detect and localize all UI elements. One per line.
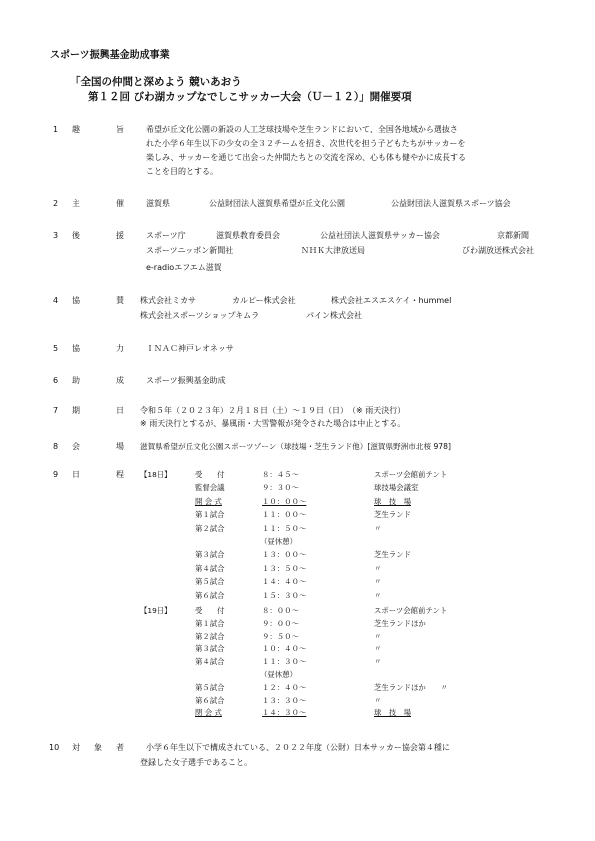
- schedule-item: 第６試合: [195, 695, 225, 705]
- section-number: 2: [53, 199, 59, 208]
- schedule-time: １３：３０～: [262, 695, 307, 705]
- schedule-time: ９：００～: [262, 618, 299, 628]
- schedule-item: 第５試合: [195, 682, 225, 692]
- organizer: 公益財団法人滋賀県希望が丘文化公園: [209, 199, 345, 208]
- section-label: 会: [72, 442, 80, 451]
- section-number: 10: [49, 743, 60, 752]
- schedule-place: 芝生ランド: [374, 550, 411, 560]
- schedule-place: スポーツ会館前テント: [374, 606, 448, 615]
- schedule-item: 第１試合: [195, 510, 225, 520]
- schedule-place: 芝生ランド: [374, 510, 411, 520]
- schedule-time: （昼休憩）: [260, 670, 297, 679]
- schedule-item: 閉 会 式: [195, 708, 222, 718]
- schedule-time: １２：４０～: [262, 682, 307, 692]
- purpose-line: ことを目的とする。: [146, 167, 218, 176]
- schedule-place: スポーツ会館前テント: [374, 470, 448, 479]
- section-label: 日: [116, 406, 124, 415]
- section-label: 者: [116, 743, 124, 752]
- section-label: 催: [116, 199, 124, 208]
- schedule-time: １５：３０～: [262, 590, 307, 600]
- schedule-time: １４：４０～: [262, 577, 307, 587]
- schedule-time: ８：００～: [262, 606, 299, 615]
- schedule-item: 第２試合: [195, 523, 225, 533]
- section-number: 7: [53, 406, 59, 415]
- section-label: 賛: [116, 296, 124, 305]
- schedule-place: 芝生ランドほか: [374, 618, 426, 628]
- schedule-place: 球 技 場: [374, 708, 411, 718]
- section-label: 趣: [72, 125, 80, 134]
- schedule-item: 監督会議: [195, 483, 225, 493]
- event-date: 令和５年（２０２３年）２月１８日（土）～１９日（日） （※ 雨天決行）: [140, 406, 406, 415]
- organizer: 公益財団法人滋賀県スポーツ協会: [391, 199, 511, 208]
- schedule-item: 第４試合: [195, 657, 225, 667]
- schedule-item: 第４試合: [195, 563, 225, 573]
- schedule-place: 〃: [374, 657, 382, 667]
- section-label: 旨: [116, 125, 124, 134]
- schedule-item: 第５試合: [195, 577, 225, 587]
- section-label: 期: [72, 406, 80, 415]
- eligibility-line: 登録した女子選手であること。: [140, 758, 252, 767]
- section-label: 力: [116, 344, 124, 353]
- section-number: 6: [53, 376, 59, 385]
- schedule-item: 第３試合: [195, 644, 225, 654]
- schedule-time: ８：４５～: [262, 470, 299, 479]
- schedule-item: 第３試合: [195, 550, 225, 560]
- section-label: 主: [72, 199, 80, 208]
- schedule-time: ９：５０～: [262, 631, 299, 641]
- schedule-place: 〃: [374, 577, 382, 587]
- schedule-item: 第６試合: [195, 590, 225, 600]
- section-label: 助: [72, 376, 80, 385]
- supporter: 株式会社スポーツショップキムラ: [140, 311, 260, 320]
- section-label: 協: [72, 344, 80, 353]
- section-label: 日: [72, 470, 80, 479]
- section-number: 1: [53, 125, 59, 134]
- purpose-line: 楽しみ、サッカーを通じて出会った仲間たちとの交流を深め、心も体も健やかに成長する: [146, 153, 466, 162]
- sponsor: 京都新聞: [497, 231, 529, 240]
- rain-note: ※ 雨天決行とするが、暴風雨・大雪警報が発令された場合は中止とする。: [140, 419, 406, 428]
- sponsor: 滋賀県教育委員会: [216, 231, 280, 240]
- section-number: 5: [53, 344, 59, 353]
- schedule-place: 球 技 場: [374, 496, 411, 506]
- section-label: 後: [72, 231, 80, 240]
- schedule-time: １３：５０～: [262, 563, 307, 573]
- cooperation-text: ＩＮＡＣ神戸レオネッサ: [146, 344, 234, 353]
- schedule-place: 芝生ランドほか 〃: [374, 682, 448, 692]
- schedule-place: 球技場会議室: [374, 483, 419, 493]
- sponsor: スポーツニッポン新聞社: [146, 246, 234, 255]
- day2-label: 【19日】: [140, 606, 172, 615]
- sponsor: 公益社団法人滋賀県サッカー協会: [320, 231, 440, 240]
- schedule-item: 受 付: [195, 606, 225, 615]
- schedule-time: １１：５０～: [262, 523, 307, 533]
- schedule-time: １１：３０～: [262, 657, 307, 667]
- venue-text: 滋賀県希望が丘文化公園スポーツゾーン（球技場・芝生ランド他）[滋賀県野洲市北桜 978]: [140, 442, 451, 451]
- supporter: 株式会社エスエスケイ・hummel: [331, 296, 452, 305]
- grant-text: スポーツ振興基金助成: [146, 376, 226, 385]
- section-label: 程: [116, 470, 124, 479]
- section-number: 3: [53, 231, 59, 240]
- schedule-time: ９：３０～: [262, 483, 299, 493]
- section-label: 成: [116, 376, 124, 385]
- supporter: カルピー株式会社: [232, 296, 296, 305]
- schedule-time: １１：００～: [262, 510, 307, 520]
- schedule-place: 〃: [374, 695, 382, 705]
- section-label: 援: [116, 231, 124, 240]
- sponsor: e-radioエフエム滋賀: [146, 263, 222, 272]
- eligibility-line: 小学６年生以下で構成されている、２０２２年度（公財）日本サッカー協会第４種に: [146, 743, 450, 752]
- sponsor: ＮＨＫ大津放送局: [301, 246, 365, 255]
- section-label: 場: [116, 442, 124, 451]
- schedule-time: １０：４０～: [262, 644, 307, 654]
- section-label: 象: [94, 743, 102, 752]
- section-number: 4: [53, 296, 59, 305]
- sponsor: びわ湖放送株式会社: [462, 246, 534, 255]
- schedule-place: 〃: [374, 644, 382, 654]
- schedule-time: １０：００～: [262, 496, 307, 506]
- purpose-line: れた小学６年生以下の少女の全３２チームを招き、次世代を担う子どもたちがサッカーを: [146, 139, 466, 148]
- title-line-2: 第１２回 びわ湖カップなでしこサッカー大会（Ｕ－１２）」開催要項: [88, 91, 412, 103]
- schedule-item: 第１試合: [195, 618, 225, 628]
- section-number: 8: [53, 442, 59, 451]
- schedule-item: 受 付: [195, 470, 225, 479]
- schedule-item: 開 会 式: [195, 496, 222, 506]
- section-label: 協: [72, 296, 80, 305]
- schedule-place: 〃: [374, 590, 382, 600]
- schedule-place: 〃: [374, 631, 382, 641]
- schedule-place: 〃: [374, 523, 382, 533]
- schedule-time: （昼休憩）: [260, 537, 297, 546]
- schedule-place: 〃: [374, 563, 382, 573]
- organizer: 滋賀県: [146, 199, 170, 208]
- schedule-time: １４：３０～: [262, 708, 307, 718]
- purpose-line: 希望が丘文化公園の新設の人工芝球技場や芝生ランドにおいて、全国各地域から選抜さ: [146, 125, 458, 134]
- header-text: スポーツ振興基金助成事業: [50, 50, 170, 61]
- schedule-time: １３：００～: [262, 550, 307, 560]
- sponsor: スポーツ庁: [146, 231, 186, 240]
- supporter: 株式会社ミカサ: [140, 296, 196, 305]
- section-number: 9: [53, 470, 59, 479]
- supporter: パイン株式会社: [306, 311, 362, 320]
- title-line-1: 「全国の仲間と深めよう 競いあおう: [70, 76, 242, 88]
- day1-label: 【18日】: [140, 470, 172, 479]
- schedule-item: 第２試合: [195, 631, 225, 641]
- section-label: 対: [72, 743, 80, 752]
